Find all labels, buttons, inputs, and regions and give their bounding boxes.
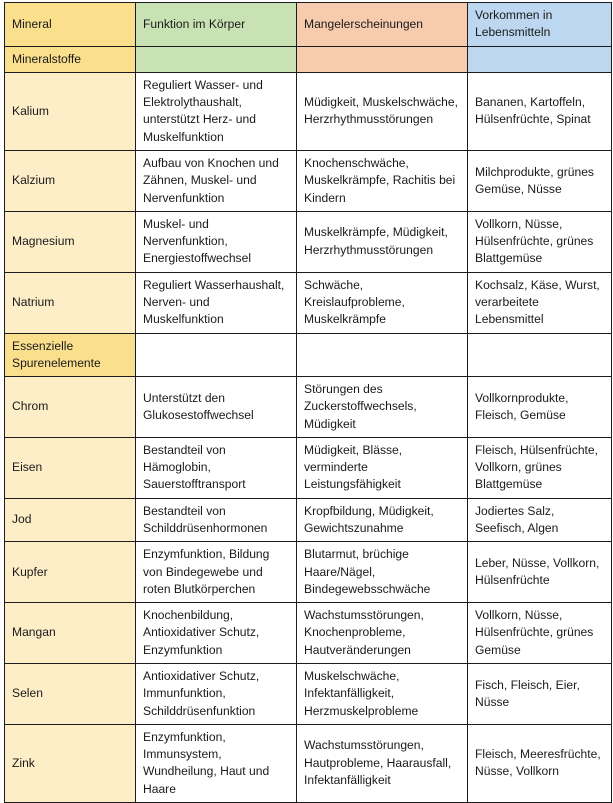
cell-mineral-name: Magnesium — [5, 211, 136, 272]
cell-sources: Fleisch, Meeresfrüchte, Nüsse, Vollkorn — [468, 724, 612, 802]
section-heading-row — [5, 46, 612, 72]
cell-mineral-name: Jod — [5, 498, 136, 542]
cell-mineral-name: Mangan — [5, 603, 136, 664]
cell-mineral-name: Kalzium — [5, 150, 136, 211]
cell-function: Unterstützt den Glukosestoffwechsel — [136, 377, 297, 438]
cell-deficiency: Muskelkrämpfe, Müdigkeit, Herzrhythmusstörungen — [297, 211, 468, 272]
table-row — [5, 211, 612, 272]
cell-deficiency: Müdigkeit, Blässe, verminderte Leistungsfähigkeit — [297, 437, 468, 498]
section-heading-label: Mineralstoffe — [5, 46, 136, 72]
cell-function: Reguliert Wasser- und Elektrolythaushalt, unterstützt Herz- und Muskelfunktion — [136, 72, 297, 150]
table-row — [5, 377, 612, 438]
table-row — [5, 437, 612, 498]
cell-sources: Leber, Nüsse, Vollkorn, Hülsenfrüchte — [468, 542, 612, 603]
section-heading-spacer-2 — [297, 46, 468, 72]
cell-function: Bestandteil von Hämoglobin, Sauerstofftransport — [136, 437, 297, 498]
table-header-row — [5, 3, 612, 47]
cell-sources: Fisch, Fleisch, Eier, Nüsse — [468, 664, 612, 725]
cell-sources: Fleisch, Hülsenfrüchte, Vollkorn, grünes Blattgemüse — [468, 437, 612, 498]
section-heading-spacer-3 — [468, 46, 612, 72]
cell-deficiency: Schwäche, Kreislaufprobleme, Muskelkrämpfe — [297, 272, 468, 333]
table-row — [5, 542, 612, 603]
cell-function: Enzymfunktion, Immunsystem, Wundheilung, Haut und Haare — [136, 724, 297, 802]
cell-mineral-name: Natrium — [5, 272, 136, 333]
table-row — [5, 498, 612, 542]
cell-deficiency: Wachstumsstörungen, Hautprobleme, Haarausfall, Infektanfälligkeit — [297, 724, 468, 802]
section-heading-spacer-2 — [297, 333, 468, 377]
column-header-sources: Vorkommen in Lebensmitteln — [468, 3, 612, 47]
cell-mineral-name: Selen — [5, 664, 136, 725]
cell-deficiency: Kropfbildung, Müdigkeit, Gewichtszunahme — [297, 498, 468, 542]
section-heading-spacer-1 — [136, 46, 297, 72]
table-header — [5, 3, 612, 47]
cell-function: Bestandteil von Schilddrüsenhormonen — [136, 498, 297, 542]
section-heading-spacer-1 — [136, 333, 297, 377]
cell-function: Antioxidativer Schutz, Immunfunktion, Schilddrüsenfunktion — [136, 664, 297, 725]
cell-function: Enzymfunktion, Bildung von Bindegewebe und roten Blutkörperchen — [136, 542, 297, 603]
cell-mineral-name: Kalium — [5, 72, 136, 150]
cell-sources: Bananen, Kartoffeln, Hülsenfrüchte, Spinat — [468, 72, 612, 150]
cell-deficiency: Blutarmut, brüchige Haare/Nägel, Bindegewebsschwäche — [297, 542, 468, 603]
cell-deficiency: Muskelschwäche, Infektanfälligkeit, Herzmuskelprobleme — [297, 664, 468, 725]
column-header-function: Funktion im Körper — [136, 3, 297, 47]
section-heading-row — [5, 333, 612, 377]
table-row — [5, 72, 612, 150]
cell-function: Aufbau von Knochen und Zähnen, Muskel- und Nervenfunktion — [136, 150, 297, 211]
cell-function: Knochenbildung, Antioxidativer Schutz, Enzymfunktion — [136, 603, 297, 664]
cell-mineral-name: Zink — [5, 724, 136, 802]
cell-deficiency: Wachstumsstörungen, Knochenprobleme, Hautveränderungen — [297, 603, 468, 664]
cell-function: Reguliert Wasserhaushalt, Nerven- und Muskelfunktion — [136, 272, 297, 333]
cell-function: Muskel- und Nervenfunktion, Energiestoffwechsel — [136, 211, 297, 272]
table-row — [5, 724, 612, 802]
table-body — [5, 46, 612, 802]
section-heading-label: Essenzielle Spurenelemente — [5, 333, 136, 377]
column-header-mineral: Mineral — [5, 3, 136, 47]
cell-mineral-name: Eisen — [5, 437, 136, 498]
section-heading-spacer-3 — [468, 333, 612, 377]
cell-sources: Kochsalz, Käse, Wurst, verarbeitete Lebensmittel — [468, 272, 612, 333]
cell-sources: Jodiertes Salz, Seefisch, Algen — [468, 498, 612, 542]
cell-deficiency: Störungen des Zuckerstoffwechsels, Müdigkeit — [297, 377, 468, 438]
mineral-nutrition-table — [4, 2, 612, 803]
cell-sources: Vollkornprodukte, Fleisch, Gemüse — [468, 377, 612, 438]
cell-deficiency: Müdigkeit, Muskelschwäche, Herzrhythmusstörungen — [297, 72, 468, 150]
cell-mineral-name: Chrom — [5, 377, 136, 438]
table-row — [5, 150, 612, 211]
column-header-deficiency: Mangelerscheinungen — [297, 3, 468, 47]
table-row — [5, 664, 612, 725]
cell-deficiency: Knochenschwäche, Muskelkrämpfe, Rachitis bei Kindern — [297, 150, 468, 211]
cell-sources: Milchprodukte, grünes Gemüse, Nüsse — [468, 150, 612, 211]
cell-sources: Vollkorn, Nüsse, Hülsenfrüchte, grünes Blattgemüse — [468, 211, 612, 272]
cell-mineral-name: Kupfer — [5, 542, 136, 603]
table-row — [5, 603, 612, 664]
table-row — [5, 272, 612, 333]
cell-sources: Vollkorn, Nüsse, Hülsenfrüchte, grünes Gemüse — [468, 603, 612, 664]
